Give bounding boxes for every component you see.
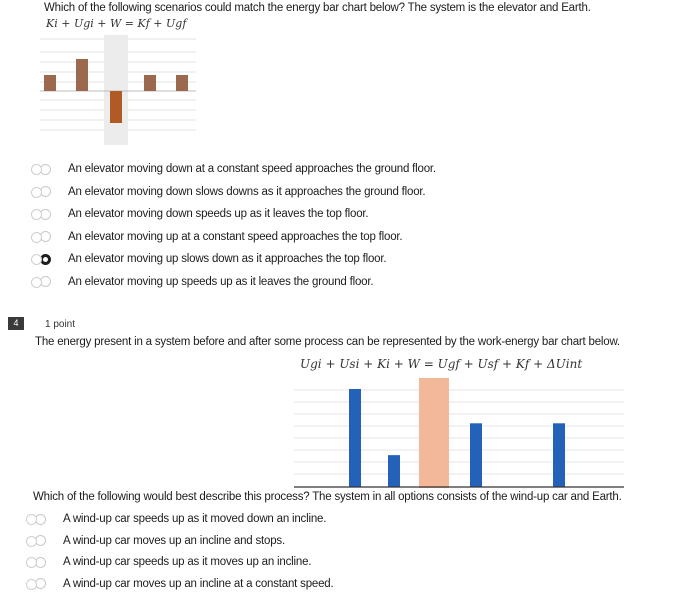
question-prompt: Which of the following scenarios could match the energy bar chart below? The system is the elevator and Earth. — [44, 2, 591, 14]
option-label: A wind-up car moves up an incline and stops. — [63, 534, 285, 547]
radio-shadow-icon — [31, 164, 42, 175]
option-label: A wind-up car moves up an incline at a constant speed. — [63, 577, 334, 590]
bar-ugi — [76, 59, 88, 91]
radio-shadow-icon — [31, 187, 42, 198]
bar-ugf — [470, 423, 482, 487]
bar-kf — [553, 423, 565, 487]
option-label: An elevator moving down slows downs as it approaches the ground floor. — [68, 185, 426, 198]
points-label: 1 point — [45, 319, 76, 330]
question-intro: The energy present in a system before and after some process can be represented by the work-energy bar chart below. — [35, 336, 620, 348]
radio-shadow-icon — [31, 232, 42, 243]
radio-shadow-icon — [31, 209, 42, 220]
wind-up-car-option-3[interactable] — [35, 553, 311, 571]
wind-up-car-bar-chart — [294, 378, 626, 490]
radio-shadow-icon — [26, 514, 37, 525]
bar-usi — [388, 455, 400, 487]
elevator-option-4[interactable] — [40, 228, 402, 246]
bar-ugi — [349, 389, 361, 487]
elevator-option-6[interactable] — [40, 273, 373, 291]
elevator-option-5[interactable] — [40, 250, 386, 268]
elevator-option-3[interactable] — [40, 205, 368, 223]
energy-equation: Ki + Ugi + W = Kf + Ugf — [46, 17, 187, 30]
option-label: A wind-up car speeds up as it moves up an incline. — [63, 556, 312, 568]
radio-shadow-icon — [26, 579, 37, 590]
bar-w — [110, 91, 122, 123]
radio-shadow-icon — [31, 254, 42, 265]
option-label: An elevator moving up speeds up as it leaves the ground floor. — [68, 275, 374, 288]
question-prompt-2: Which of the following would best describe this process? The system in all options consists of the wind-up car and Earth. — [33, 491, 622, 503]
bar-ki — [44, 75, 56, 91]
chart-gridlines — [294, 390, 624, 474]
elevator-option-1[interactable] — [40, 160, 436, 178]
option-label: An elevator moving up at a constant speed approaches the top floor. — [68, 230, 403, 243]
elevator-option-2[interactable] — [40, 183, 425, 201]
option-label: An elevator moving down at a constant speed approaches the ground floor. — [68, 163, 436, 175]
elevator-energy-bar-chart — [36, 30, 206, 150]
work-energy-equation: Ugi + Usi + Ki + W = Ugf + Usf + Kf + ΔUint — [300, 357, 583, 371]
radio-shadow-icon — [26, 536, 37, 547]
bar-ugf — [176, 75, 188, 91]
radio-shadow-icon — [31, 277, 42, 288]
work-column-shade — [419, 378, 449, 488]
option-label: A wind-up car speeds up as it moved down an incline. — [63, 513, 327, 525]
wind-up-car-option-4[interactable] — [35, 575, 333, 593]
radio-shadow-icon — [26, 557, 37, 568]
wind-up-car-option-2[interactable] — [35, 532, 285, 550]
option-label: An elevator moving up slows down as it approaches the top floor. — [68, 253, 387, 265]
wind-up-car-option-1[interactable] — [35, 510, 326, 528]
option-label: An elevator moving down speeds up as it leaves the top floor. — [68, 208, 369, 220]
bar-kf — [144, 75, 156, 91]
question-number: 4 — [8, 317, 24, 330]
work-column-shade — [104, 35, 128, 145]
